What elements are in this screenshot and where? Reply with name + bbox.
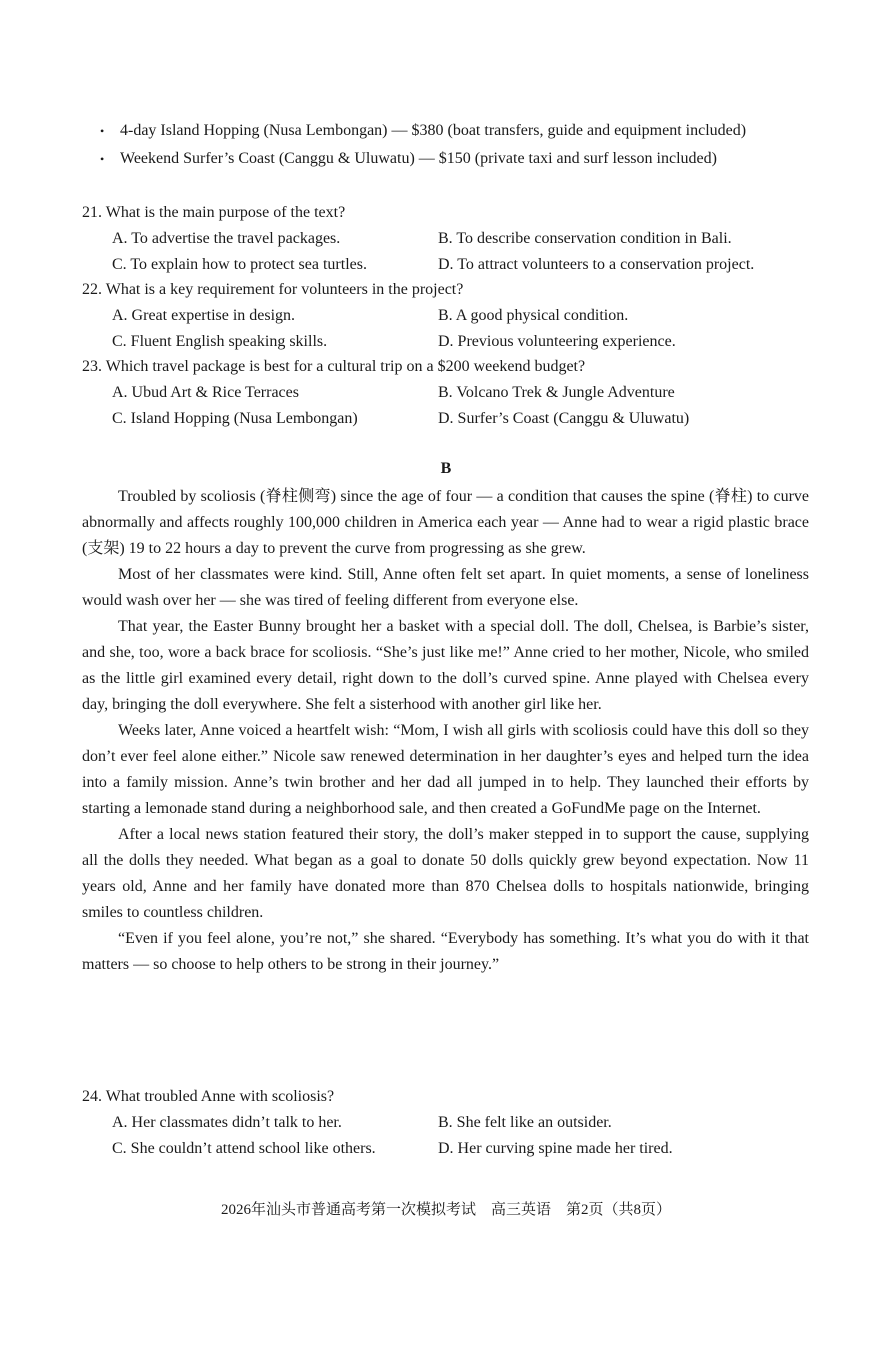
question-21 (82, 200, 822, 278)
section-b-heading: B (440, 460, 452, 477)
package-item (100, 150, 820, 178)
option-c: C. She couldn’t attend school like others. (112, 1140, 376, 1157)
question-23 (82, 354, 822, 432)
option-b: B. She felt like an outsider. (438, 1114, 612, 1131)
passage-paragraph: Most of her classmates were kind. Still, Anne often felt set apart. In quiet moments, a sense of loneliness would wash over her — she was tired of feeling different from everyone else. (82, 566, 809, 609)
question-stem: 24. What troubled Anne with scoliosis? (82, 1088, 335, 1105)
question-stem: 21. What is the main purpose of the text? (82, 204, 346, 221)
travel-package-list (100, 122, 820, 178)
option-a: A. Great expertise in design. (112, 307, 296, 324)
package-text: 4-day Island Hopping (Nusa Lembongan) — $380 (boat transfers, guide and equipment included) (120, 122, 747, 139)
passage-paragraph: That year, the Easter Bunny brought her a basket with a special doll. The doll, Chelsea, is Barbie’s sister, and she, too, wore a back brace for scoliosis. “She’s just like me!” Anne cried to her mother, Nicole, who smiled as the little girl examined every detail, right down to the doll’s curved spine. Anne played with Chelsea every day, bringing the doll everywhere. She felt a sisterhood with another girl like her. (82, 618, 809, 713)
question-stem: 23. Which travel package is best for a cultural trip on a $200 weekend budget? (82, 358, 586, 375)
passage-paragraph: Weeks later, Anne voiced a heartfelt wish: “Mom, I wish all girls with scoliosis could have this doll so they don’t ever feel alone either.” Nicole saw renewed determination in her daughter’s eyes and helped turn the idea into a family mission. Anne’s twin brother and her dad all jumped in to help. They launched their efforts by starting a lemonade stand during a neighborhood sale, and then created a GoFundMe page on the Internet. (82, 722, 809, 817)
question-22 (82, 277, 822, 355)
option-d: D. Previous volunteering experience. (438, 333, 676, 350)
passage-paragraph: Troubled by scoliosis (脊柱侧弯) since the age of four — a condition that causes the spine (脊柱) to curve abnormally and affects roughly 100,000 children in America each year — Anne had to wear a rigid plastic brace (支架) 19 to 22 hours a day to prevent the curve from progressing as she grew. (82, 488, 809, 557)
option-a: A. To advertise the travel packages. (112, 230, 341, 247)
option-b: B. Volcano Trek & Jungle Adventure (438, 384, 675, 401)
option-b: B. To describe conservation condition in Bali. (438, 230, 732, 247)
option-a: A. Ubud Art & Rice Terraces (112, 384, 299, 401)
passage-paragraph: “Even if you feel alone, you’re not,” she shared. “Everybody has something. It’s what you do with it that matters — so choose to help others to be strong in their journey.” (82, 930, 809, 973)
reading-passage-b (82, 484, 809, 978)
package-item (100, 122, 820, 150)
question-24 (82, 1084, 822, 1162)
bullet-icon: • (100, 124, 105, 138)
page-footer: 2026年汕头市普通高考第一次模拟考试 高三英语 第2页（共8页） (220, 1202, 671, 1218)
option-c: C. To explain how to protect sea turtles. (112, 256, 367, 273)
option-b: B. A good physical condition. (438, 307, 629, 324)
option-a: A. Her classmates didn’t talk to her. (112, 1114, 342, 1131)
option-c: C. Fluent English speaking skills. (112, 333, 328, 350)
option-d: D. Her curving spine made her tired. (438, 1140, 673, 1157)
question-stem: 22. What is a key requirement for volunteers in the project? (82, 281, 464, 298)
option-d: D. To attract volunteers to a conservation project. (438, 256, 755, 273)
option-c: C. Island Hopping (Nusa Lembongan) (112, 410, 358, 427)
option-d: D. Surfer’s Coast (Canggu & Uluwatu) (438, 410, 690, 427)
bullet-icon: • (100, 152, 105, 166)
package-text: Weekend Surfer’s Coast (Canggu & Uluwatu) — $150 (private taxi and surf lesson included) (120, 150, 717, 167)
passage-paragraph: After a local news station featured their story, the doll’s maker stepped in to support the cause, supplying all the dolls they needed. What began as a goal to donate 50 dolls quickly grew beyond expectation. Now 11 years old, Anne and her family have donated more than 870 Chelsea dolls to hospitals nationwide, bringing smiles to countless children. (82, 826, 809, 921)
